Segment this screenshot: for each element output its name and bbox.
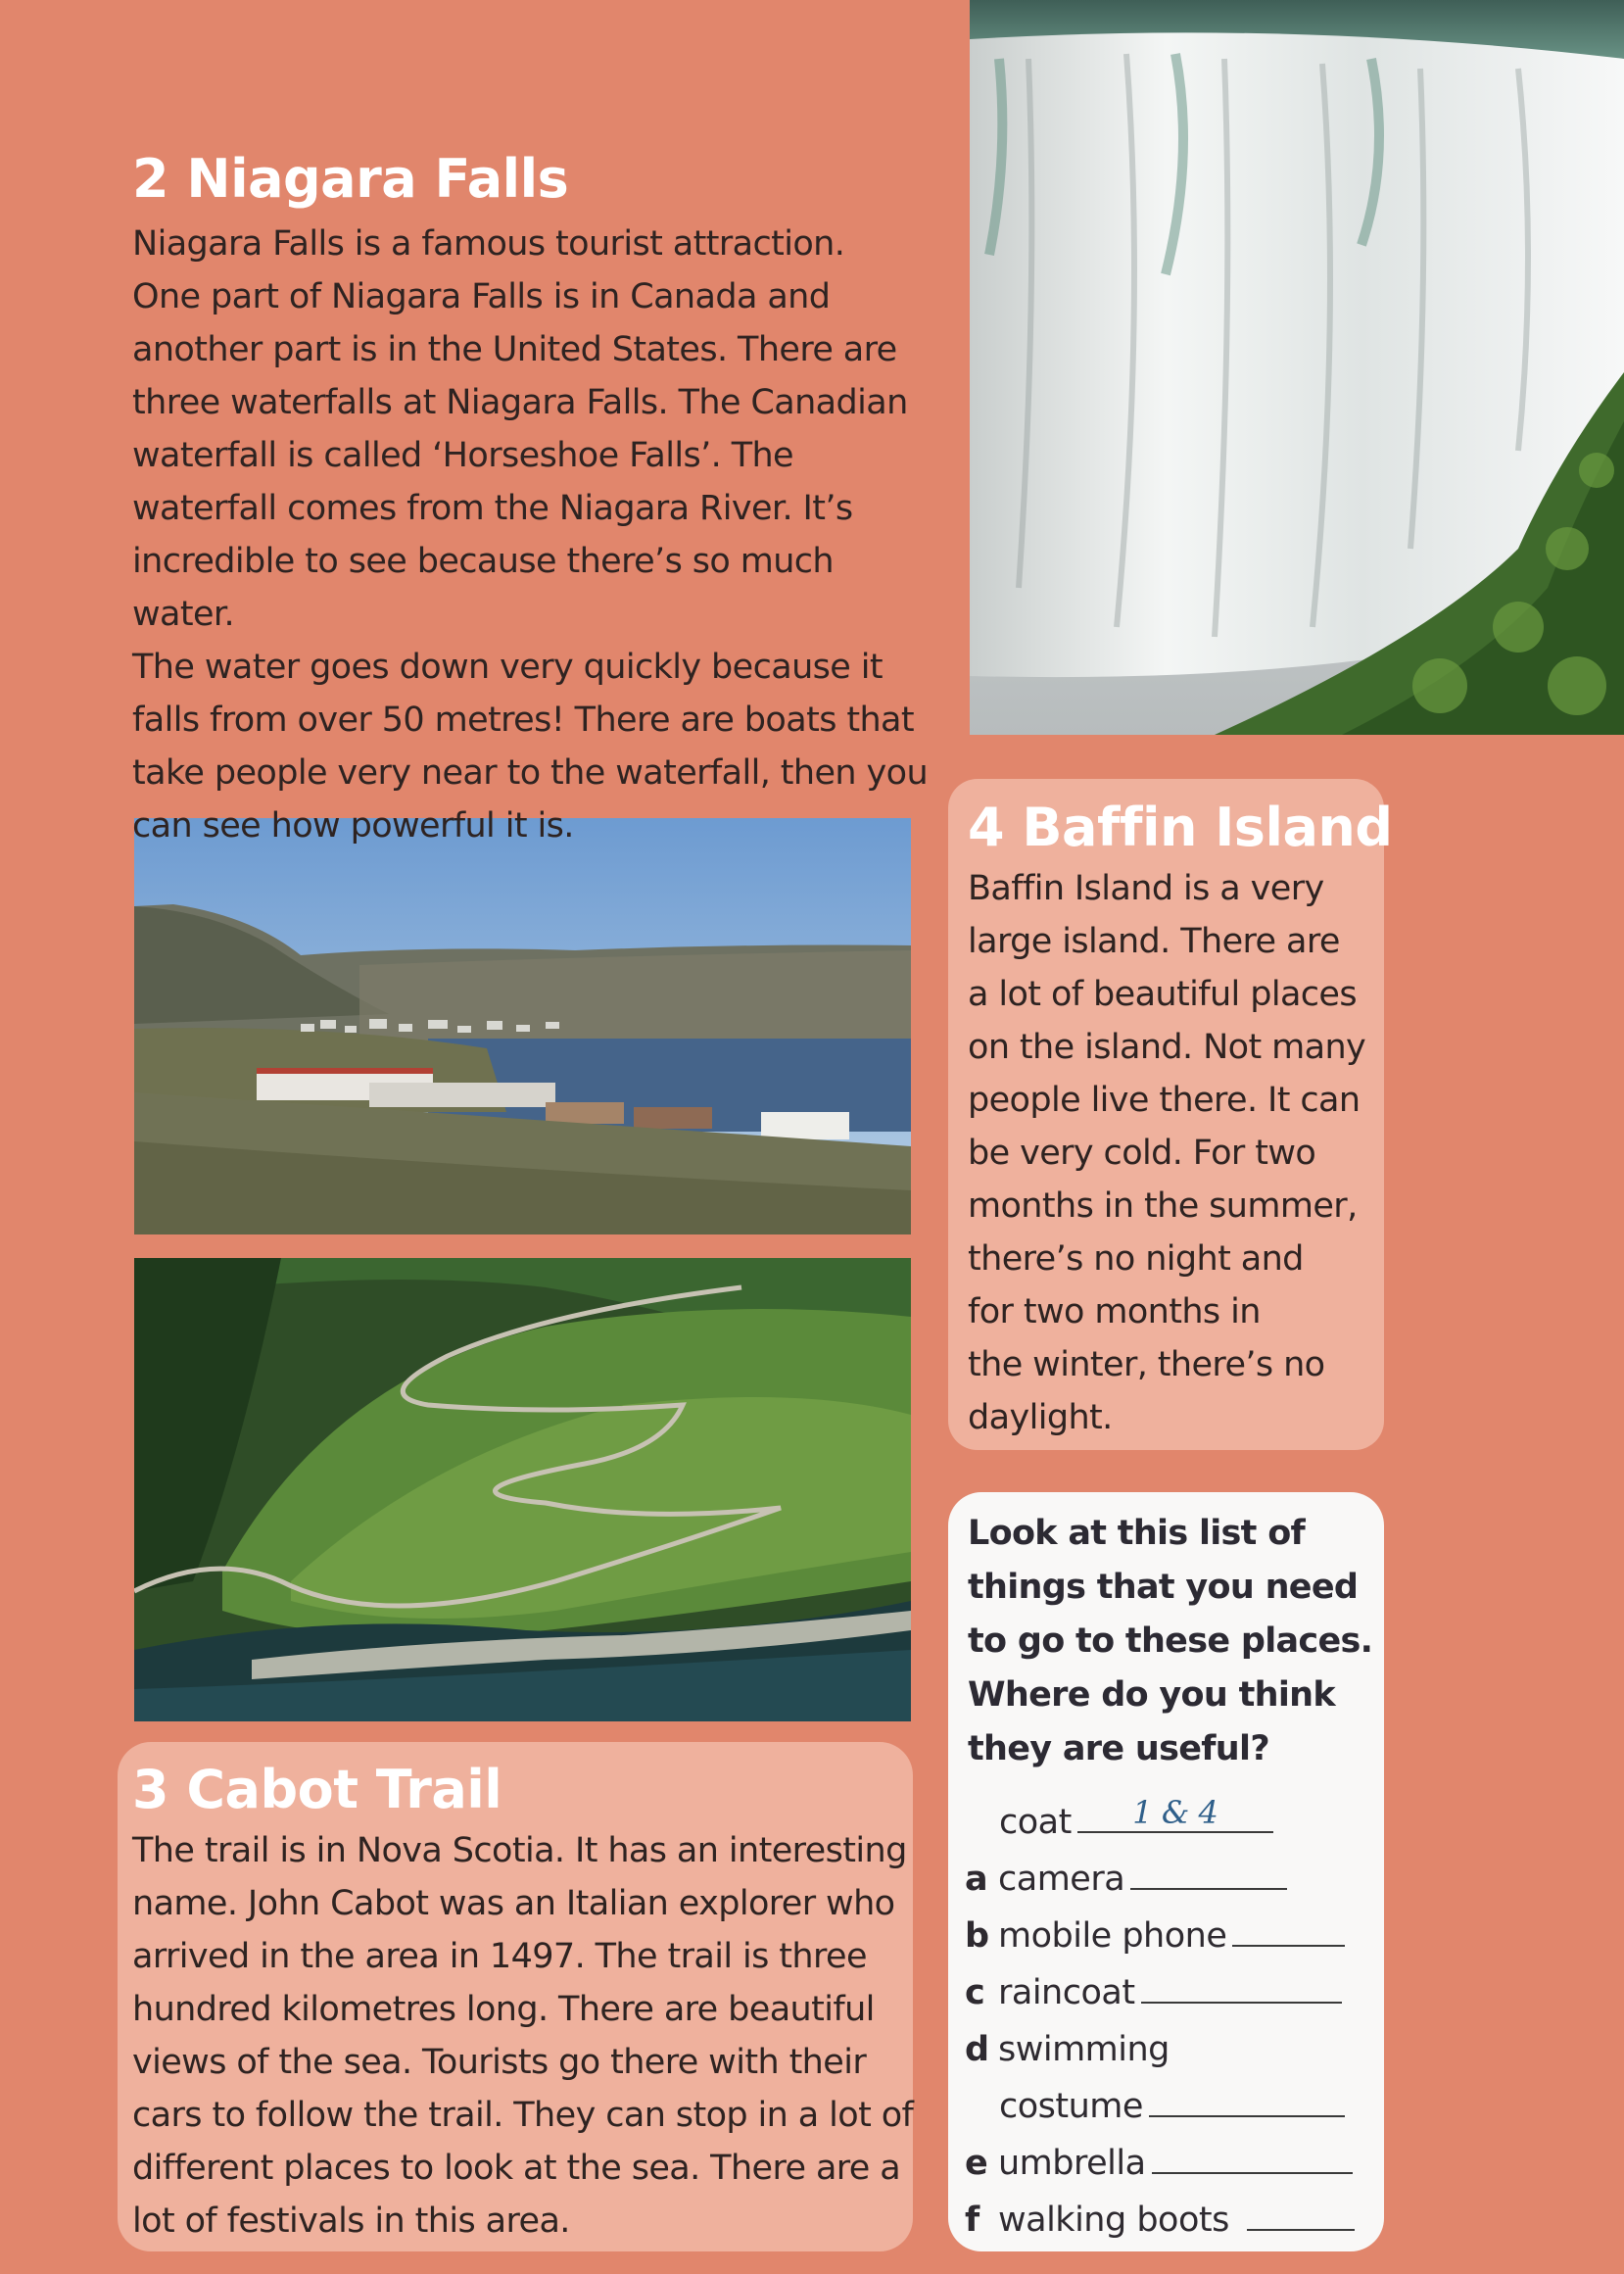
text-line: waterfall comes from the Niagara River. It’s [132,489,853,528]
instruction-line: to go to these places. [968,1621,1373,1661]
text-line: can see how powerful it is. [132,806,574,846]
item-label: swimming [998,2030,1170,2069]
text-line: arrived in the area in 1497. The trail is three [132,1937,867,1976]
cabot-trail-heading: 3 Cabot Trail [132,1759,502,1820]
text-line: cars to follow the trail. They can stop in a lot of [132,2096,914,2135]
item-letter: b [965,1916,989,1956]
baffin-island-heading: 4 Baffin Island [968,797,1393,858]
item-label: raincoat [998,1973,1135,2012]
list-item [965,1911,1345,1960]
niagara-falls-photo [970,0,1624,735]
text-line: there’s no night and [968,1239,1304,1279]
list-item [965,2139,1353,2188]
text-line: lot of festivals in this area. [132,2201,570,2241]
text-line: a lot of beautiful places [968,975,1358,1014]
item-letter: e [965,2144,988,2183]
list-item [965,2025,1170,2074]
item-label: camera [998,1860,1125,1899]
text-line: for two months in [968,1292,1261,1331]
item-label: walking boots [998,2201,1229,2240]
text-line: daylight. [968,1398,1113,1437]
list-item [965,1968,1342,2017]
text-line: Niagara Falls is a famous tourist attraction. [132,224,845,264]
baffin-island-text [968,862,1379,1444]
example-answer-line [1077,1794,1273,1833]
example-item-label: coat [999,1803,1072,1842]
item-label: costume [999,2087,1143,2126]
text-line: falls from over 50 metres! There are boats that [132,701,915,740]
text-line: views of the sea. Tourists go there with their [132,2043,867,2082]
niagara-falls-text [132,218,935,852]
text-line: take people very near to the waterfall, then you [132,753,929,793]
baffin-island-photo [134,818,911,1234]
list-item [965,1855,1287,1904]
cabot-trail-text [132,1824,916,2248]
text-line: name. John Cabot was an Italian explorer who [132,1884,895,1923]
text-line: large island. There are [968,922,1340,961]
text-line: be very cold. For two [968,1134,1316,1173]
answer-blank[interactable] [1247,2196,1355,2231]
instruction-line: they are useful? [968,1729,1269,1768]
text-line: The trail is in Nova Scotia. It has an interesting [132,1831,907,1870]
item-letter: d [965,2030,989,2069]
text-line: on the island. Not many [968,1028,1366,1067]
text-line: different places to look at the sea. There are a [132,2149,901,2188]
text-line: another part is in the United States. There are [132,330,897,369]
list-item [965,2196,1355,2245]
answer-blank[interactable] [1141,1968,1342,2004]
list-item [999,2082,1345,2131]
instruction-line: things that you need [968,1568,1359,1607]
text-line: hundred kilometres long. There are beautiful [132,1990,875,2029]
text-line: waterfall is called ‘Horseshoe Falls’. The [132,436,793,475]
cabot-trail-photo [134,1258,911,1721]
example-answer: 1 & 4 [1132,1794,1218,1831]
example-item [999,1794,1273,1847]
answer-blank[interactable] [1152,2139,1353,2174]
text-line: months in the summer, [968,1186,1358,1226]
text-line: incredible to see because there’s so much water. [132,542,835,634]
item-label: mobile phone [998,1916,1227,1956]
instruction-line: Where do you think [968,1675,1335,1715]
text-line: three waterfalls at Niagara Falls. The Canadian [132,383,908,422]
exercise-instructions [968,1507,1379,1776]
item-letter: a [965,1860,988,1899]
instruction-line: Look at this list of [968,1514,1306,1553]
text-line: Baffin Island is a very [968,869,1324,908]
answer-blank[interactable] [1130,1855,1287,1890]
item-letter: c [965,1973,985,2012]
niagara-falls-heading: 2 Niagara Falls [132,148,569,210]
item-label: umbrella [998,2144,1146,2183]
text-line: One part of Niagara Falls is in Canada and [132,277,831,316]
text-line: The water goes down very quickly because it [132,648,883,687]
item-letter: f [965,2201,979,2240]
answer-blank[interactable] [1149,2082,1345,2117]
text-line: the winter, there’s no [968,1345,1325,1384]
text-line: people live there. It can [968,1081,1361,1120]
answer-blank[interactable] [1232,1911,1345,1947]
